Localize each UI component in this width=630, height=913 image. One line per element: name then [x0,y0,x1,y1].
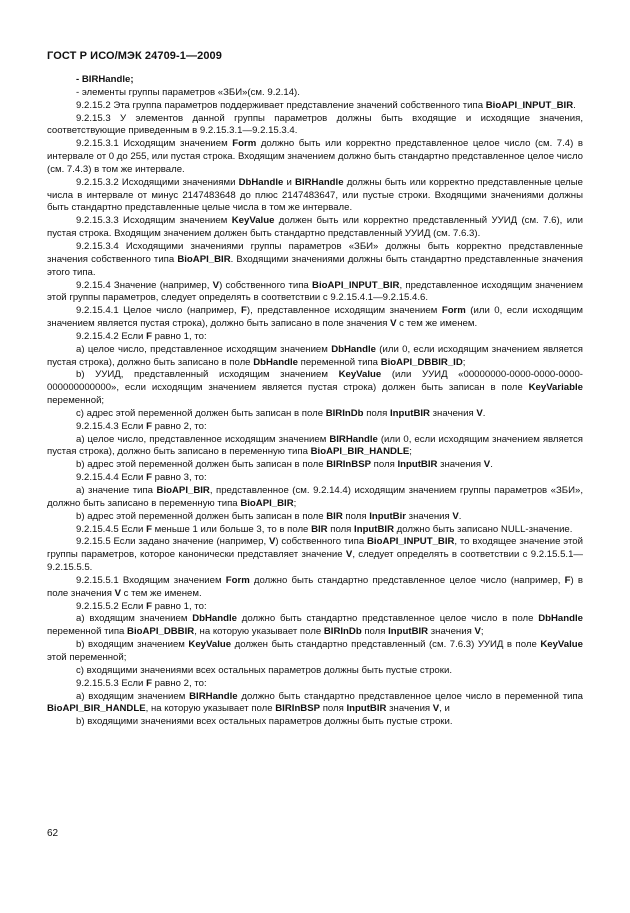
bold-term: DbHandle [538,613,583,625]
text-run: , представленное (см. 9.2.14.4) исходящим значением группы параметров «ЗБИ», должно быть записано в переменную типа [47,485,583,509]
bold-term: F [146,472,152,484]
text-run: поля [327,523,355,535]
text-run: , на которую указывает поле [194,626,324,638]
text-run: должен быть или корректно представленный УУИД (см. 7.6), или пустая строка. Входящим значением должен быть стандартно представленный УУИД (см. 7.6.3). [47,215,584,240]
text-run: , и [439,703,450,715]
text-run: а) значение типа [76,485,157,496]
paragraph [47,215,583,241]
paragraph [47,536,583,575]
bold-term: V [268,536,276,548]
paragraph [47,280,583,306]
text-run: равно 2, то: [151,677,207,689]
page-header-title: ГОСТ Р ИСО/МЭК 24709-1—2009 [47,50,222,62]
text-run: равно 2, то: [151,420,207,432]
text-run: ) в поле значения [47,574,583,599]
text-run: b) входящим значением [76,639,189,651]
bold-term: BIR [311,523,328,535]
text-run: меньше 1 или больше 3, то в поле [151,523,312,535]
bold-term: V [345,549,353,561]
bold-term: F [146,523,152,535]
paragraph [47,601,583,614]
paragraph [47,87,583,100]
bold-term: BioAPI_INPUT_BIR [367,536,455,548]
paragraph [47,459,583,472]
paragraph [47,434,583,460]
text-run: должно быть записано NULL-значение. [394,523,573,535]
text-run: , представленное исходящим значением этой группы параметров, следует определять в соответствии с 9.2.15.4.1—9.2.15.4.6. [47,279,583,304]
paragraph [47,691,583,717]
bold-term: BioAPI_BIR [177,253,231,265]
text-run: должно быть стандартно представленное целое число в поле [237,613,539,625]
text-run: поля [363,407,390,419]
text-run: с тем же именем. [396,318,478,330]
bold-term: BIRInDb [323,626,362,638]
paragraph [47,369,583,408]
bold-term: InputBIR [397,459,438,471]
text-run: 9.2.15.5.3 Если [76,677,147,689]
bold-term: V [390,318,397,330]
paragraph [47,305,583,331]
bold-term: V [432,703,440,715]
text-run: b) входящими значениями всех остальных параметров должны быть пустые строки. [76,716,453,728]
paragraph [47,524,583,537]
bold-term: Form [232,138,257,150]
text-run: ), представленное исходящим значением [246,305,442,317]
bold-term: InputBir [369,510,406,522]
text-run: значения [428,626,475,638]
bold-term: V [474,626,481,638]
paragraph [47,575,583,601]
bold-term: BIRInBSP [275,703,321,715]
text-run: . [482,407,486,419]
paragraph [47,665,583,678]
text-run: 9.2.15.4.3 Если [76,420,147,432]
bold-term: KeyValue [540,639,583,651]
text-run: 9.2.15.4.2 Если [76,330,147,342]
text-run: а) целое число, представленное исходящим значением [76,433,330,445]
text-run: значения [429,407,477,419]
text-run: а) входящим значением [76,690,190,702]
text-run: поля [371,459,398,471]
text-run: 9.2.15.5.2 Если [76,600,147,612]
text-run: равно 1, то: [151,600,207,612]
paragraph [47,344,583,370]
text-run: 9.2.15.4.1 Целое число (например, [76,305,241,317]
text-run: - элементы группы параметров «ЗБИ»(см. 9.2.14). [76,86,300,98]
text-run: этой переменной; [47,651,127,663]
bold-term: BioAPI_BIR [156,485,210,496]
bold-term: DbHandle [238,176,284,188]
text-run: , следует определять в соответствии с 9.2.15.5.1—9.2.15.5.5. [47,549,584,574]
text-run: ) собственного типа [219,279,313,291]
bold-term: V [483,459,491,471]
bold-term: BioAPI_INPUT_BIR [485,99,574,111]
text-run: переменной типа [47,626,128,638]
paragraph [47,177,583,216]
paragraph [47,241,583,280]
paragraph [47,408,583,421]
text-run: , на которую указывает поле [145,703,276,715]
text-run: 9.2.15.5 Если задано значение (например, [76,536,269,548]
text-run: 9.2.15.3.3 Исходящим значением [76,215,232,227]
bold-term: BIRHandle [329,433,378,445]
text-run: а) входящим значением [76,613,193,625]
paragraph [47,511,583,524]
bold-term: F [146,420,152,432]
paragraph [47,485,583,511]
text-run: с тем же именем. [121,587,202,599]
text-run: c) адрес этой переменной должен быть записан в поле [76,407,326,419]
text-run: c) входящими значениями всех остальных параметров должны быть пустые строки. [76,664,452,676]
text-run: значения [406,510,453,522]
bold-term: BioAPI_BIR_HANDLE [47,703,146,715]
paragraph [47,472,583,485]
text-run: и [283,176,296,188]
page-number: 62 [47,828,59,839]
text-run: 9.2.15.4.4 Если [76,472,147,484]
paragraph [47,113,583,139]
text-run: должно быть или корректно представленное целое число (см. 7.4) в интервале от 0 до 255, или пустая строка. Входящим значением должно быть стандартно представленное целое число (см. 7.4.3) в том же интервале. [47,138,584,175]
text-run: 9.2.15.3.4 Исходящими значениями группы параметров «ЗБИ» должны быть корректно представленные значения собственного типа [47,240,583,265]
text-run: поля [342,510,370,522]
bold-term: KeyValue [231,215,275,227]
bold-term: KeyValue [338,369,382,381]
text-run: должен быть стандартно представленный (см. 7.6.3) УУИД в поле [231,639,541,651]
text-run: (или 0, если исходящим значением является пустая строка), должно быть записано в поле [47,343,583,368]
bold-term: DbHandle [331,343,376,355]
text-run: , то входящее значение этой группы параметров, которое канонически представляет значение [47,536,583,561]
bold-term: BioAPI_BIR [240,497,294,509]
text-run: значения [386,703,433,715]
text-run: равно 3, то: [151,472,207,484]
document-body [47,74,583,729]
text-run: ) собственного типа [275,536,367,548]
text-run: ; [462,356,466,368]
text-run: (или УУИД «00000000-0000-0000-0000-000000000000», если исходящим значением является пустая строка) должен быть записан в поле [47,369,584,394]
bold-term: BIR [326,510,343,522]
text-run: 9.2.15.4 Значение (например, [76,279,213,291]
bold-term: InputBIR [346,703,387,715]
text-run: 9.2.15.3.2 Исходящими значениями [76,176,239,188]
text-run: переменной; [47,395,105,407]
paragraph [47,331,583,344]
text-run: поля [361,626,389,638]
text-run: 9.2.15.5.1 Входящим значением [76,574,226,586]
paragraph [47,421,583,434]
text-run: 9.2.15.3 У элементов данной группы параметров должны быть входящие и исходящие значения, соответствующие приведенным в 9.2.15.3.1—9.2.15.3.4. [47,112,583,137]
bold-term: V [452,510,459,522]
bold-term: BioAPI_INPUT_BIR [312,279,400,291]
bold-term: V [476,407,483,419]
text-run: 9.2.15.4.5 Если [76,523,147,535]
bold-term: BioAPI_DBBIR_ID [380,356,463,368]
bold-term: KeyValue [188,639,232,651]
text-run: . Входящими значениями должны быть стандартно представленные значения этого типа. [47,253,583,278]
text-run: поля [320,703,347,715]
bold-term: BIRHandle [189,690,238,702]
bold-term: BIRHandle [295,176,344,188]
bold-term: F [241,305,247,317]
bold-term: Form [441,305,466,317]
paragraph [47,74,583,87]
bold-term: F [146,677,152,689]
bold-term: F [146,600,152,612]
bold-term: KeyVariable [528,382,583,394]
text-run: b) адрес этой переменной должен быть записан в поле [76,459,327,471]
bold-term: BioAPI_BIR_HANDLE [310,446,410,458]
text-run: (или 0, если исходящим значением является пустая строка), должно быть записано в переменную типа [47,433,583,458]
paragraph [47,138,583,177]
paragraph [47,613,583,639]
bold-term: Form [225,574,250,586]
paragraph [47,100,583,113]
bold-term: F [564,574,571,586]
text-run: . [490,459,493,471]
bold-term: InputBIR [354,523,395,535]
bold-term: InputBIR [390,407,430,419]
text-run: 9.2.15.2 Эта группа параметров поддерживает представление значений собственного типа [76,99,486,111]
bold-term: DbHandle [253,356,298,368]
text-run: значения [437,459,484,471]
paragraph [47,639,583,665]
text-run: b) УУИД, представленный исходящим значением [76,369,339,381]
text-run: b) адрес этой переменной должен быть записан в поле [76,510,327,522]
bold-term: InputBIR [388,626,429,638]
bold-term: V [212,279,220,291]
text-run: ; [293,497,297,509]
text-run: равно 1, то: [151,330,207,342]
text-run: переменной типа [297,356,381,368]
bold-term: F [146,330,152,342]
paragraph [47,678,583,691]
bold-term: BioAPI_DBBIR [127,626,195,638]
text-run: должно быть стандартно представленное целое число (например, [249,574,565,586]
paragraph [47,716,583,729]
text-run: 9.2.15.3.1 Исходящим значением [76,138,233,150]
text-run: должны быть или корректно представленные целые числа в интервале от минус 2147483648 до плюс 2147483647, или пустые строки. Входящими значениями должны быть стандартно представленные целые числа в том же интервале. [47,176,583,214]
bold-term: BIRInDb [325,407,364,419]
text-run: (или 0, если исходящим значением является пустая строка), должно быть записано в поле значения [47,305,583,330]
bold-term: DbHandle [192,613,237,625]
text-run: . [573,99,576,111]
text-run: ; [480,626,484,638]
bold-term: BIRInBSP [326,459,372,471]
text-run: должно быть стандартно представленное целое число в переменной типа [237,690,583,702]
text-run: а) целое число, представленное исходящим значением [76,343,332,355]
text-run: ; [409,446,412,458]
bold-term: V [114,587,121,599]
text-run: . [458,510,462,522]
bold-term: - BIRHandle; [76,74,134,85]
